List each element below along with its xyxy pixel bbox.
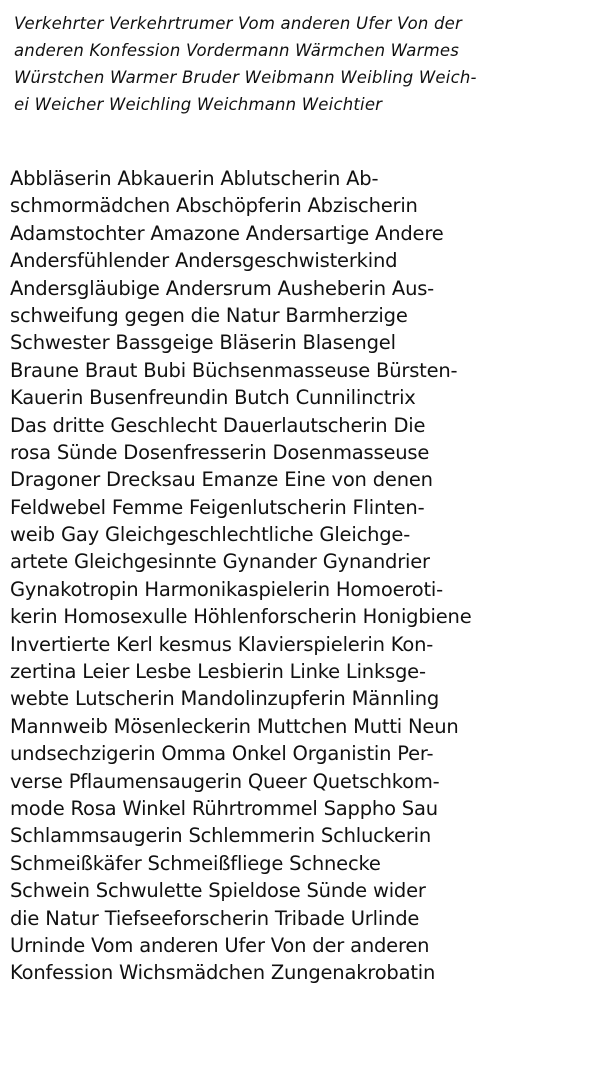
main-list-line: Andersgläubige Andersrum Ausheberin Aus-	[10, 276, 435, 300]
main-list-line: schmormädchen Abschöpferin Abzischerin	[10, 194, 418, 218]
main-list-line: Kauerin Busenfreundin Butch Cunnilinctrix	[10, 386, 416, 410]
main-list-line: Schlammsaugerin Schlemmerin Schluckerin	[10, 824, 432, 848]
main-word-list	[10, 165, 595, 987]
main-list-line: mode Rosa Winkel Rührtrommel Sappho Sau	[10, 796, 438, 820]
main-list-line: Invertierte Kerl kesmus Klavierspielerin Kon-	[10, 632, 434, 656]
main-list-line: webte Lutscherin Mandolinzupferin Männling	[10, 687, 440, 711]
main-list-line: Andersfühlender Andersgeschwisterkind	[10, 249, 398, 273]
main-list-line: Urninde Vom anderen Ufer Von der anderen	[10, 933, 430, 957]
main-list-line: kerin Homosexulle Höhlenforscherin Honigbiene	[10, 605, 472, 629]
top-note-line: ei Weicher Weichling Weichmann Weichtier	[14, 95, 383, 114]
main-list-line: Schwein Schwulette Spieldose Sünde wider	[10, 879, 426, 903]
main-list-line: Schwester Bassgeige Bläserin Blasengel	[10, 331, 396, 355]
main-list-line: artete Gleichgesinnte Gynander Gynandrier	[10, 550, 430, 574]
main-list-line: schweifung gegen die Natur Barmherzige	[10, 303, 408, 327]
main-list-line: Feldwebel Femme Feigenlutscherin Flinten-	[10, 495, 425, 519]
main-list-line: Adamstochter Amazone Andersartige Andere	[10, 221, 444, 245]
main-list-line: weib Gay Gleichgeschlechtliche Gleichge-	[10, 523, 411, 547]
main-list-line: die Natur Tiefseeforscherin Tribade Urlinde	[10, 906, 420, 930]
main-list-line: Konfession Wichsmädchen Zungenakrobatin	[10, 961, 436, 985]
main-list-line: Abbläserin Abkauerin Ablutscherin Ab-	[10, 167, 379, 190]
main-list-line: Gynakotropin Harmonikaspielerin Homoeroti-	[10, 577, 443, 601]
main-list-line: Schmeißkäfer Schmeißfliege Schnecke	[10, 851, 381, 875]
main-list-line: verse Pflaumensaugerin Queer Quetschkom-	[10, 769, 440, 793]
top-note-line: Würstchen Warmer Bruder Weibmann Weibling Weich-	[14, 68, 477, 87]
top-note-line: anderen Konfession Vordermann Wärmchen Warmes	[14, 41, 459, 60]
main-list-line: Dragoner Drecksau Emanze Eine von denen	[10, 468, 433, 492]
main-list-line: Das dritte Geschlecht Dauerlautscherin Die	[10, 413, 426, 437]
main-list-line: rosa Sünde Dosenfresserin Dosenmasseuse	[10, 440, 430, 464]
main-list-line: Mannweib Mösenleckerin Muttchen Mutti Neun	[10, 714, 459, 738]
top-note	[14, 10, 594, 118]
main-list-line: Braune Braut Bubi Büchsenmasseuse Bürsten-	[10, 358, 458, 382]
main-list-line: undsechzigerin Omma Onkel Organistin Per-	[10, 742, 434, 766]
main-list-line: zertina Leier Lesbe Lesbierin Linke Linksge-	[10, 660, 426, 684]
top-note-line: Verkehrter Verkehrtrumer Vom anderen Ufer Von der	[14, 14, 462, 33]
